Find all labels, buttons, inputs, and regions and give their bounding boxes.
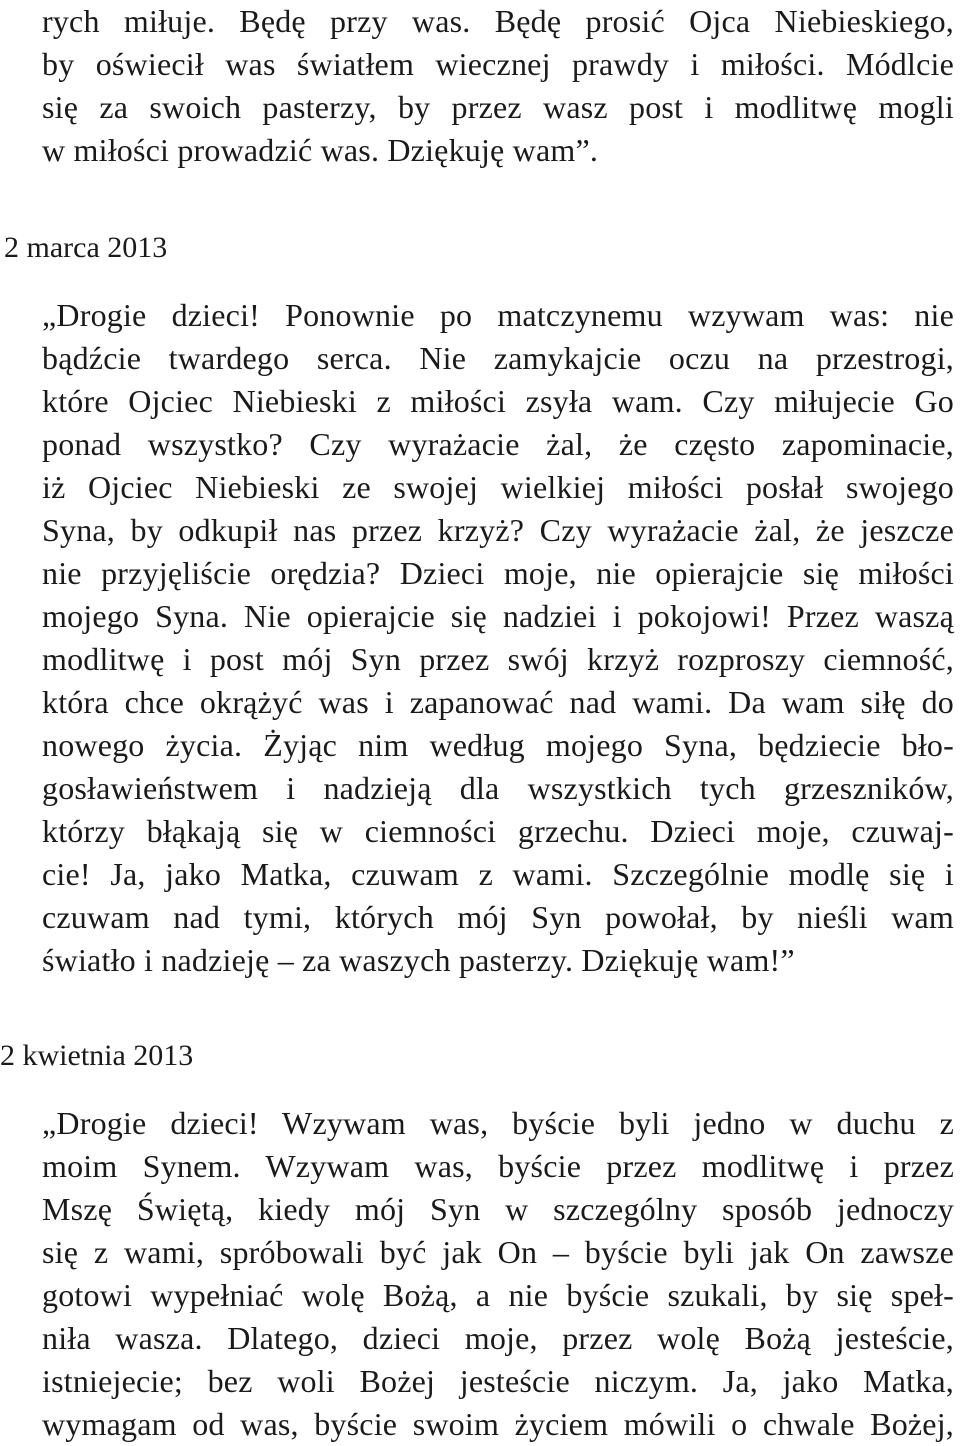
text-line: Syna, by odkupił nas przez krzyż? Czy wyrażacie żal, że jeszcze — [42, 512, 954, 548]
message-paragraph — [42, 1102, 954, 1446]
text-line: ponad wszystko? Czy wyrażacie żal, że często zapominacie, — [42, 426, 954, 462]
text-line: niła wasza. Dlatego, dzieci moje, przez wolę Bożą jesteście, — [42, 1320, 954, 1356]
text-line: cie! Ja, jako Matka, czuwam z wami. Szczególnie modlę się i — [42, 856, 954, 892]
text-line: się z wami, spróbowali być jak On – byście byli jak On zawsze — [42, 1234, 954, 1270]
text-line: „Drogie dzieci! Wzywam was, byście byli jedno w duchu z — [42, 1105, 954, 1141]
text-line: istniejecie; bez woli Bożej jesteście niczym. Ja, jako Matka, — [42, 1363, 954, 1399]
text-line: modlitwę i post mój Syn przez swój krzyż rozproszy ciemność, — [42, 641, 954, 677]
text-line: która chce okrążyć was i zapanować nad wami. Da wam siłę do — [42, 684, 954, 720]
text-line: „Drogie dzieci! Ponownie po matczynemu wzywam was: nie — [42, 297, 954, 333]
text-line: nie przyjęliście orędzia? Dzieci moje, nie opierajcie się miłości — [42, 555, 954, 591]
intro-paragraph — [42, 0, 954, 172]
text-line: czuwam nad tymi, których mój Syn powołał, by nieśli wam — [42, 899, 954, 935]
text-line: by oświecił was światłem wiecznej prawdy i miłości. Módlcie — [42, 46, 954, 82]
text-line: gotowi wypełniać wolę Bożą, a nie byście szukali, by się speł- — [42, 1277, 954, 1313]
text-line: rych miłuje. Będę przy was. Będę prosić Ojca Niebieskiego, — [42, 3, 954, 39]
text-line: światło i nadzieję – za waszych pasterzy. Dziękuję wam!” — [42, 942, 795, 978]
text-line: w miłości prowadzić was. Dziękuję wam”. — [42, 132, 599, 168]
message-date: 2 kwietnia 2013 — [0, 1039, 194, 1072]
text-line: bądźcie twardego serca. Nie zamykajcie oczu na przestrogi, — [42, 340, 954, 376]
text-line: gosławieństwem i nadzieją dla wszystkich tych grzeszników, — [42, 770, 954, 806]
text-line: mojego Syna. Nie opierajcie się nadziei i pokojowi! Przez waszą — [42, 598, 954, 634]
text-line: iż Ojciec Niebieski ze swojej wielkiej miłości posłał swojego — [42, 469, 954, 505]
message-paragraph — [42, 294, 954, 982]
text-line: którzy błąkają się w ciemności grzechu. Dzieci moje, czuwaj- — [42, 813, 954, 849]
text-line: wymagam od was, byście swoim życiem mówili o chwale Bożej, — [42, 1406, 954, 1442]
text-line: moim Synem. Wzywam was, byście przez modlitwę i przez — [42, 1148, 954, 1184]
text-line: się za swoich pasterzy, by przez wasz post i modlitwę mogli — [42, 89, 954, 125]
message-date: 2 marca 2013 — [4, 231, 168, 264]
text-line: nowego życia. Żyjąc nim według mojego Syna, będziecie bło- — [42, 727, 954, 763]
text-line: Mszę Świętą, kiedy mój Syn w szczególny sposób jednoczy — [42, 1191, 954, 1227]
text-line: które Ojciec Niebieski z miłości zsyła wam. Czy miłujecie Go — [42, 383, 954, 419]
